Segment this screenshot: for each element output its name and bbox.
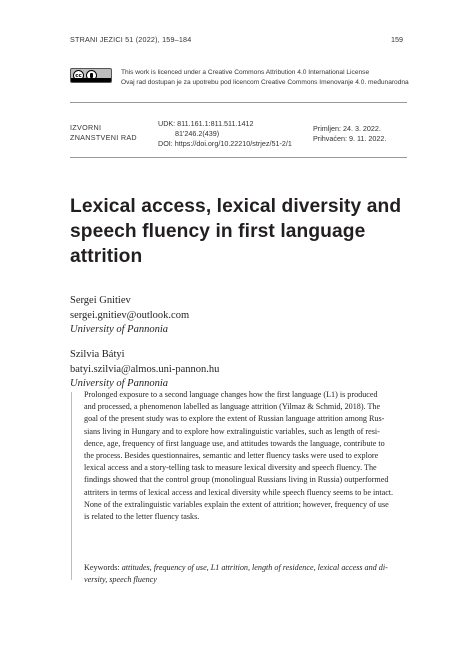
udk-doi-block bbox=[158, 119, 292, 148]
license-text bbox=[121, 68, 409, 87]
doi-link[interactable]: DOI: https://doi.org/10.22210/strjez/51-2/1 bbox=[158, 138, 292, 148]
author-email[interactable]: batyi.szilvia@almos.uni-pannon.hu bbox=[70, 363, 220, 375]
cc-icon: cc bbox=[73, 70, 84, 81]
abstract bbox=[84, 389, 407, 523]
udk-line1: UDK: 811.161.1:811.511.1412 bbox=[158, 119, 254, 128]
dates-block bbox=[313, 124, 386, 144]
keywords-list: attitudes, frequency of use, L1 attrition, length of residence, lexical access and di- bbox=[121, 563, 388, 572]
abstract-line: findings showed that the control group (monolingual Russians living in Russia) outperformed bbox=[84, 475, 389, 485]
cc-by-badge[interactable] bbox=[70, 68, 112, 83]
divider-top bbox=[70, 102, 407, 103]
abstract-line: and processed, a phenomenon labelled as language attrition (Yilmaz & Schmid, 2018). The bbox=[84, 402, 381, 412]
running-head: STRANI JEZICI 51 (2022), 159–184 bbox=[70, 35, 192, 44]
article-type-line2: ZNANSTVENI RAD bbox=[70, 133, 137, 142]
abstract-line: attriters in terms of lexical access and lexical diversity while speech fluency seems to be intact. bbox=[84, 487, 394, 497]
article-type bbox=[70, 123, 137, 143]
abstract-margin-bar bbox=[71, 392, 72, 580]
divider-bottom bbox=[70, 157, 407, 158]
abstract-line: goal of the present study was to explore the extent of Russian language attrition among Rus- bbox=[84, 414, 385, 424]
author-affiliation: University of Pannonia bbox=[70, 324, 168, 336]
abstract-line: dence, age, frequency of first language use, and attitudes towards the language, contribute to bbox=[84, 438, 385, 448]
accepted-date: Prihvaćen: 9. 11. 2022. bbox=[313, 133, 387, 143]
abstract-line: Prolonged exposure to a second language changes how the first language (L1) is produced bbox=[84, 390, 378, 399]
abstract-line: sians living in Hungary and to explore how extralinguistic variables, such as length of resi- bbox=[84, 426, 380, 436]
page-number: 159 bbox=[391, 35, 403, 44]
keywords-label: Keywords: bbox=[84, 563, 120, 572]
license-line-hr: Ovaj rad dostupan je za upotrebu pod licencom Creative Commons Imenovanje 4.0. međunarodna bbox=[121, 78, 409, 86]
abstract-line: the process. Besides questionnaires, semantic and letter fluency tasks were used to explore bbox=[84, 451, 379, 461]
abstract-line: None of the extralinguistic variables explain the extent of attrition; however, frequency of use bbox=[84, 499, 389, 509]
author-name: Szilvia Bátyi bbox=[70, 349, 125, 360]
author-2 bbox=[70, 348, 219, 392]
keywords-line2: versity, speech fluency bbox=[84, 575, 157, 585]
abstract-line: lexical access and a story-telling task to measure lexical diversity and speech fluency. The bbox=[84, 463, 377, 473]
badge-strip bbox=[71, 78, 111, 82]
author-affiliation: University of Pannonia bbox=[70, 378, 168, 390]
keywords bbox=[84, 562, 407, 586]
article-type-line1: IZVORNI bbox=[70, 123, 102, 132]
abstract-line: is related to the letter fluency tasks. bbox=[84, 512, 200, 522]
paper-title: Lexical access, lexical diversity and speech fluency in first language attrition bbox=[70, 196, 402, 267]
received-date: Primljen: 24. 3. 2022. bbox=[313, 124, 381, 133]
license-line-en: This work is licenced under a Creative Commons Attribution 4.0 International License bbox=[121, 69, 370, 76]
author-email[interactable]: sergei.gnitiev@outlook.com bbox=[70, 309, 190, 321]
author-name: Sergei Gnitiev bbox=[70, 295, 131, 306]
udk-line2: 81'246.2(439) bbox=[175, 128, 220, 138]
author-1 bbox=[70, 294, 189, 338]
keywords-line1 bbox=[84, 562, 407, 574]
